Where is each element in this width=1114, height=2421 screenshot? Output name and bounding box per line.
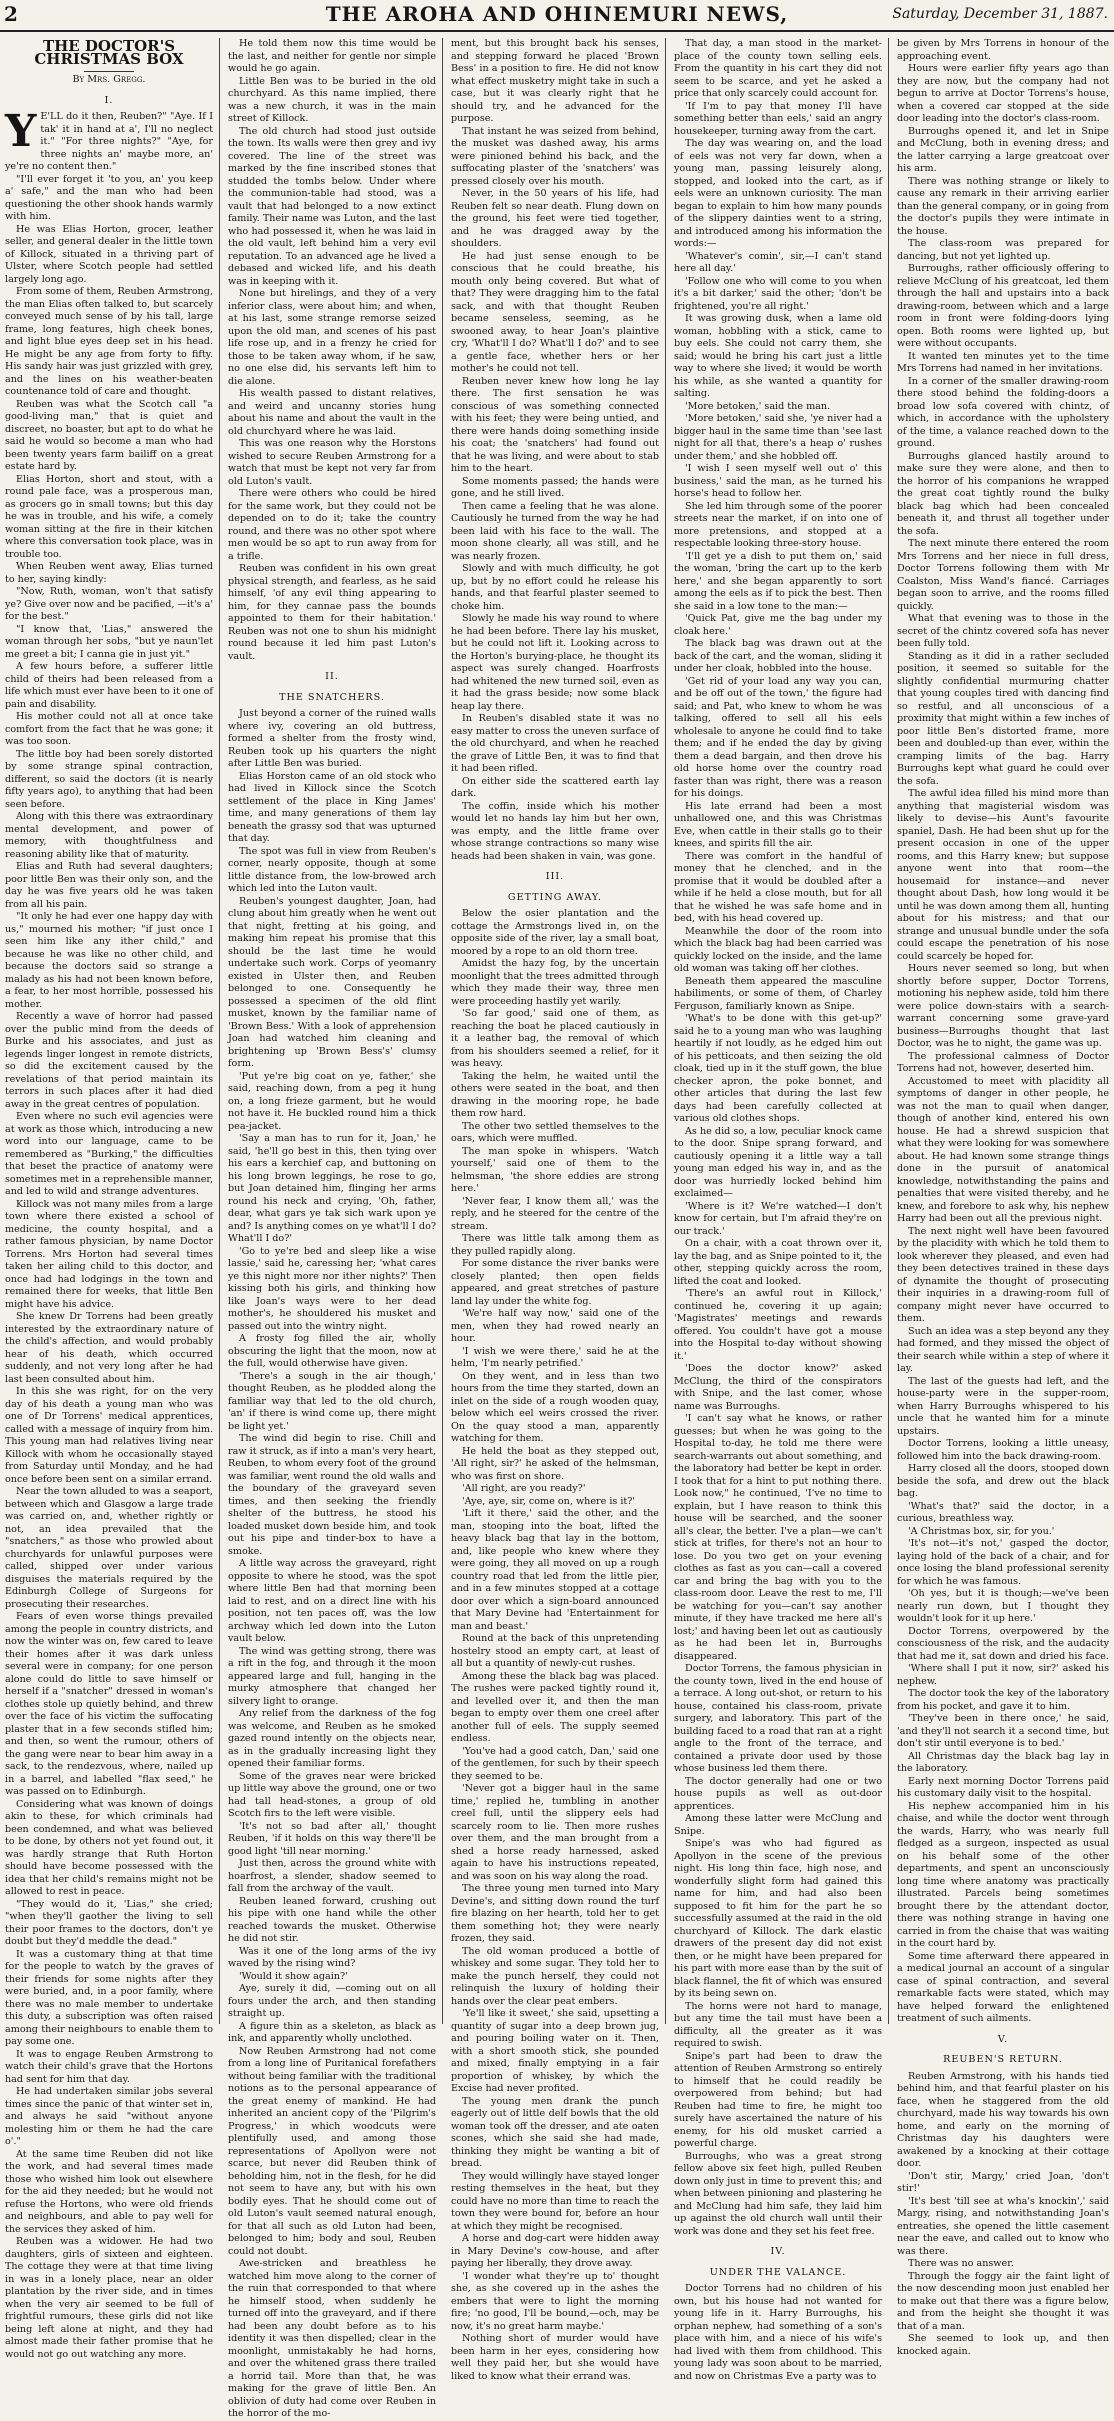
paragraph: 'I can't say what he knows, or rather guesses; but when he was going to the Hospital to-day, he told me there were search-warrants out about something, and the laboratory had better be kept in order. I took that for a hint to put nothing there. Look now," he continued, 'I've no time to explain, but I have reason to think this house will be searched, and the sooner all's clear, the better. I've a plan—we can't stick at trifles, for there's not an hour to lose. Do you two get on your evening clothes as fast as you can—call a covered car and bring the bag with you to the class-room door. Leave the rest to me, I'll be watching for you—can't say another minute, if they have tracked me here all's lost;' and having been let out as cautiously as he had been let in, Burroughs disappeared. bbox=[674, 1413, 882, 1662]
paragraph: The wind did begin to rise. Chill and raw it struck, as if into a man's very heart, Reuben, to whom every foot of the ground was familiar, went round the old walls and the boundary of the graveyard seven times, and then seeking the friendly shelter of the buttress, he stood his loaded musket down beside him, and took out his pipe and tinder-box to have a smoke. bbox=[228, 1433, 436, 1557]
paragraph: 'If I'm to pay that money I'll have something better than eels,' said an angry housekeeper, turning away from the cart. bbox=[674, 100, 882, 137]
paragraph: Among these latter were McClung and Snipe. bbox=[674, 1813, 882, 1837]
paragraph: Just beyond a corner of the ruined walls where ivy, covering an old buttress, formed a shelter from the frosty wind, Reuben took up his quarters the night after Little Ben was buried. bbox=[228, 708, 436, 769]
paragraph: She seemed to look up, and then knocked again. bbox=[897, 2333, 1109, 2357]
paragraph: "Now, Ruth, woman, won't that satisfy ye? Give over now and be pacified, —it's a' for the best." bbox=[5, 586, 213, 622]
paragraph: From some of them, Reuben Armstrong, the man Elias often talked to, but scarcely conveyed much sense of by his tall, large frame, long features, high cheek bones, and light blue eyes deep set in his head. He might be any age from forty to fifty. His sandy hair was just grizzled with grey, and the lines on his weather-beaten countenance told of care and thought. bbox=[5, 286, 213, 397]
paragraph: At the same time Reuben did not like the work, and had several times made those who wished him look out elsewhere for the aid they needed; but he would not refuse the Hortons, who were old friends and neighbours, and able to pay well for the services they asked of him. bbox=[5, 2148, 213, 2235]
paragraph: The professional calmness of Doctor Torrens had not, however, deserted him. bbox=[897, 1050, 1109, 1074]
paragraph: That instant he was seized from behind, the musket was dashed away, his arms were pinioned behind his back, and the suffocating plaster of the 'snatchers' was pressed closely over his mouth. bbox=[451, 125, 659, 187]
paragraph: Burroughs, rather officiously offering to relieve McClung of his greatcoat, led them through the hall and upstairs into a back drawing-room, between which and a large room in front were folding-doors lying open. Both rooms were lighted up, but were without occupants. bbox=[897, 263, 1109, 349]
paragraph: Slowly and with much difficulty, he got up, but by no effort could he release his hands, and that fearful plaster seemed to choke him. bbox=[451, 563, 659, 612]
paragraph: She knew Dr Torrens had been greatly interested by the extraordinary nature of the child's affection, and would probably hear of his death, which occurred suddenly, and not very long after he had last been consulted about him. bbox=[5, 1311, 213, 1385]
paragraph: 'Never got a bigger haul in the same time,' replied he, tumbling in another creel full, until the slippery eels had scarcely room to lie. Then more rushes over them, and the man brought from a shed a horse ready harnessed, asked again to have his instructions repeated, and was soon on his way along the road. bbox=[451, 1783, 659, 1882]
paragraph: 'Go to ye're bed and sleep like a wise lassie,' said he, caressing her; 'what cares ye this night more nor ither nights?' Then kissing both his girls, and thinking how like Joan's ways were to her dead mother's, he shouldered his musket and passed out into the wintry night. bbox=[228, 1245, 436, 1332]
paragraph: 'Aye, aye, sir, come on, where is it?' bbox=[462, 1495, 636, 1507]
paragraph: The wind was getting strong, there was a rift in the fog, and through it the moon appeared large and full, hanging in the murky atmosphere that changed her silvery light to orange. bbox=[228, 1645, 436, 1707]
paragraph: He held the boat as they stepped out, 'All right, sir?' he asked of the helmsman, who was first on shore. bbox=[451, 1445, 659, 1482]
column-rule bbox=[219, 38, 220, 2024]
paragraph: The last of the guests had left, and the house-party were in the supper-room, when Harry Burroughs whispered to his uncle that he wanted him for a minute upstairs. bbox=[897, 1375, 1109, 1437]
paragraph: In this she was right, for on the very day of his death a young man who was one of Dr Torrens' medical apprentices, called with a message of inquiry from him. This young man had relatives living near Killock with whom he occasionally stayed from Saturday until Monday, and he had once before been sent on a similar errand. bbox=[5, 1386, 213, 1485]
paragraph: The doctor generally had one or two house pupils as well as out-door apprentices. bbox=[674, 1775, 882, 1812]
paragraph: The coffin, inside which his mother would let no hands lay him but her own, was empty, and the little frame over whose strange contractions so many wise heads had been shaken in vain, was gone. bbox=[451, 800, 659, 862]
paragraph: Beneath them appeared the masculine habiliments, or some of them, of Charley Ferguson, familiarly known as Snipe. bbox=[674, 975, 882, 1012]
paragraph: Reuben was confident in his own great physical strength, and fearless, as he said himself, 'of any evil thing appearing to him, for they cannae pass the bounds appointed to them for their habitation.' Reuben was not one to shun his midnight round because it led him past Luton's vault. bbox=[228, 563, 436, 662]
paragraph: 'Ye'll like it sweet,' she said, upsetting a quantity of sugar into a deep brown jug, and pouring boiling water on it. Then, with a short smooth stick, she pounded and mixed, finally emptying in a fair proportion of whiskey, by which the Excise had never profited. bbox=[451, 2008, 659, 2094]
paragraph: 'What's to be done with this get-up?' said he to a young man who was laughing heartily if not loudly, as he edged him out of his petticoats, and then seizing the old cloak, tied up in it the stuff gown, the blue checker apron, the poke bonnet, and other articles that during the last few days had been carefully collected at various old clothes shops. bbox=[674, 1013, 882, 1124]
paragraph: be given by Mrs Torrens in honour of the approaching event. bbox=[897, 38, 1109, 62]
paragraph: A little way across the graveyard, right opposite to where he stood, was the spot where little Ben had that morning been laid to rest, and on a direct line with his position, not ten paces off, was the low archway which led down into the Luton vault below. bbox=[228, 1558, 436, 1644]
paragraph: Just then, across the ground white with hoarfrost, a slender, shadow seemed to fall from the archway of the vault. bbox=[228, 1858, 436, 1894]
paragraph: When Reuben went away, Elias turned to her, saying kindly: bbox=[5, 561, 213, 585]
paragraph: The next minute there entered the room Mrs Torrens and her niece in full dress, Doctor Torrens following them with Mr Coalston, Miss Wand's fiancé. Carriages began soon to arrive, and the rooms filled quickly. bbox=[897, 538, 1109, 612]
paragraph: As he did so, a low, peculiar knock came to the door. Snipe sprang forward, and cautiously opening it a little way a tall young man edged his way in, and as the door was hurriedly locked behind him exclaimed— bbox=[674, 1125, 882, 1199]
paragraph: 'What's that?' said the doctor, in a curious, breathless way. bbox=[897, 1500, 1109, 1524]
paragraph: His wealth passed to distant relatives, and weird and uncanny stories hung about his name and about the vault in the old churchyard where he was laid. bbox=[228, 388, 436, 437]
paragraph: "It only he had ever one happy day with us," mourned his mother; "if just once I seen him like any ither child," and because he was like no other child, and because the doctors said so strange a malady as his had not been known before, a fear, to her most horrible, possessed his mother. bbox=[5, 911, 213, 1010]
paragraph: Snipe's part had been to draw the attention of Reuben Armstrong so entirely to himself that he could readily be overpowered from behind; but had Reuben had time to fire, he might too surely have ascertained the nature of his enemy, for his old musket carried a powerful charge. bbox=[674, 2050, 882, 2149]
paragraph: Burroughs opened it, and let in Snipe and McClung, both in evening dress; and the latter carrying a large greatcoat over his arm. bbox=[897, 125, 1109, 174]
paragraph: The old woman produced a bottle of whiskey and some sugar. They told her to make the punch herself, they could not relinquish the luxury of holding their hands over the clear peat embers. bbox=[451, 1945, 659, 2007]
paragraph: 'I wish we were there,' said he at the helm, 'I'm nearly petrified.' bbox=[451, 1345, 659, 1369]
column-2 bbox=[228, 38, 436, 2419]
column-rule bbox=[888, 38, 889, 2024]
paragraph: 'Never fear, I know them all,' was the reply, and he steered for the centre of the stream. bbox=[451, 1195, 659, 1232]
paragraph: A few hours before, a sufferer little child of theirs had been released from a life which must ever have been to it one of pain and disability. bbox=[5, 661, 213, 710]
paragraph: ment, but this brought back his senses, and stepping forward he placed 'Brown Bess' in a position to fire. He did not know what effect musketry might take in such a case, but it was clearly right that he should try, and he advanced for the purpose. bbox=[451, 38, 659, 124]
paragraph: The man spoke in whispers. 'Watch yourself,' said one of them to the helmsman, 'the shore eddies are strong here.' bbox=[451, 1145, 659, 1194]
column-1 bbox=[5, 37, 213, 2360]
article-title: THE DOCTOR'S CHRISTMAS BOX bbox=[34, 37, 184, 68]
paragraph: The next night well have been favoured by the placidity with which he told them to look wherever they pleased, and even had they been detectives trained in these days of dynamite the thought of prosecuting their inquiries in a drawing-room full of company might never have occurred to them. bbox=[897, 1225, 1109, 1324]
paragraph: Now Reuben Armstrong had not come from a long line of Puritanical forefathers without being familiar with the traditional notions as to the personal appearance of the great enemy of mankind. He had inherited an ancient copy of the 'Pilgrim's Progress,' in which woodcuts were plentifully used, and among those representations of Apollyon were not scarce, but never did Reuben think of beholding him, not in the flesh, for he did not seem to have any, but with his own bodily eyes. That he should come out of old Luton's vault seemed natural enough, for that all such as old Luton had been, belonged to him; body and soul, Reuben could not doubt. bbox=[228, 2045, 436, 2257]
paragraph: It was growing dusk, when a lame old woman, hobbling with a stick, came to buy eels. She could not carry them, she said; would he bring his cart just a little way to where she lived; it would be worth his while, as she wanted a quantity for salting. bbox=[674, 313, 882, 399]
newspaper-title: THE AROHA AND OHINEMURI NEWS, bbox=[325, 2, 789, 26]
paragraph: Reuben Armstrong, with his hands tied behind him, and that fearful plaster on his face, when he staggered from the old churchyard, made his way towards his own home, and early on the morning of Christmas day his daughters were awakened by a knocking at their cottage door. bbox=[897, 2070, 1109, 2169]
paragraph: 'Would it show again?' bbox=[239, 1970, 348, 1982]
paragraph: The day was wearing on, and the load of eels was not very far down, when a young man, passing leisurely along, stopped, and looked into the cart, as if eels were an unknown curiosity. The man began to explain to him how many pounds of the slippery dainties went to a string, and introduced among his information the words:— bbox=[674, 138, 882, 249]
paragraph: 'Where is it? We're watched—I don't know for certain, but I'm afraid they're on our track.' bbox=[674, 1200, 882, 1237]
paragraph: 'Put ye're big coat on ye, father,' she said, reaching down, from a peg it hung on, a long frieze garment, but he would not have it. He buckled round him a thick pea-jacket. bbox=[228, 1070, 436, 1132]
paragraph: Reuben was a widower. He had two daughters, girls of sixteen and eighteen. The cottage they were at that time living in was in a lonely place, near an older plantation by the river side, and in times when the very air seemed to be full of frightful rumours, these girls did not like being left alone at night, and they had almost made their father promise that he would not go out watching any more. bbox=[5, 2236, 213, 2360]
paragraph: Little Ben was to be buried in the old churchyard. As this name implied, there was a new church, it was in the main street of Killock. bbox=[228, 75, 436, 124]
column-5 bbox=[897, 38, 1109, 2357]
paragraph: There were others who could be hired for the same work, but they could not be depended on to do it; take the country round, and there was no other spot where men would be so apt to run away from for a trifle. bbox=[228, 488, 436, 562]
column-4 bbox=[674, 38, 882, 2382]
paragraph: 'You've had a good catch, Dan,' said one of the gentlemen, for such by their speech they seemed to be. bbox=[451, 1745, 659, 1782]
issue-date: Saturday, December 31, 1887. bbox=[892, 6, 1108, 22]
paragraph: 'They've been in there once,' he said, 'and they'll not search it a second time, but don't stir until everyone is to bed.' bbox=[897, 1713, 1109, 1749]
paragraph: Doctor Torrens, overpowered by the consciousness of the risk, and the audacity that had me it, sat down and dried his face. bbox=[897, 1625, 1109, 1662]
paragraph: There was no answer. bbox=[908, 2258, 1014, 2269]
section-heading: IV. bbox=[770, 2246, 786, 2257]
section-heading: III. bbox=[545, 871, 565, 882]
paragraph: The three young men turned into Mary Devine's, and sitting down round the turf fire blazing on her hearth, told her to get them something hot; they were nearly frozen, they said. bbox=[451, 1883, 659, 1944]
paragraph: Reuben was what the Scotch call "a good-living man," that is quiet and discreet, no boaster, but apt to do what he said he would so become a man who had been twenty years farm bailiff on a great estate hard by. bbox=[5, 398, 213, 472]
paragraph: That day, a man stood in the market-place of the county town selling eels. From the quantity in his cart they did not seem to be scarce, and yet he asked a price that only scarcely could account for. bbox=[674, 38, 882, 99]
paragraph: Doctor Torrens had no children of his own, but his house had not wanted for young life in it. Harry Burroughs, his orphan nephew, had something of a son's place with him, and a niece of his wife's had lived with them from childhood. This young lady was soon about to be married, and now on Christmas Eve a party was to bbox=[674, 2283, 882, 2382]
paragraph: Accustomed to meet with placidity all symptoms of danger in other people, he was not the man to quail when danger, though of another kind, entered his own house. He had a shrewd suspicion that what they were looking for was somewhere about. He had known some strange things done in the pursuit of anatomical knowledge, notwithstanding the pains and penalties that were visited thereby, and he knew, and forebore to ask why, his nephew Harry had been out all the previous night. bbox=[897, 1075, 1109, 1224]
paragraph: What that evening was to those in the secret of the chintz covered sofa has never been fully told. bbox=[897, 613, 1109, 649]
paragraph: Never, in the 50 years of his life, had Reuben felt so near death. Flung down on the ground, his feet were tied together, and he was dragged away by the shoulders. bbox=[451, 188, 659, 249]
paragraph: The little boy had been sorely distorted by some strange spinal contraction, different, so said the doctors (it is nearly fifty years ago), to anything that had been seen before. bbox=[5, 748, 213, 810]
paragraph: There was nothing strange or likely to cause any remark in their arriving earlier than the general company, or in going from the doctor's pupils they were intimate in the house. bbox=[897, 175, 1109, 237]
paragraph: 'There's an awful rout in Killock,' continued he, covering it up again; 'Magistrates' meetings and rewards offered. You couldn't have got a mouse into the Hospital to-day without showing it.' bbox=[674, 1288, 882, 1362]
paragraph: Slowly he made his way round to where he had been before. There lay his musket, but he could not lift it. Looking across to the Horton's burying-place, he thought its aspect was surely changed. Hoarfrosts had whitened the new turned soil, even as it had the grass beside; now some black heap lay there. bbox=[451, 613, 659, 712]
paragraph: Was it one of the long arms of the ivy waved by the rising wind? bbox=[228, 1945, 436, 1969]
paragraph: 'I wonder what they're up to' thought she, as she covered up in the ashes the embers that were to light the morning fire; 'no good, I'll be bound,—och, may be now, it's no great harm maybe.' bbox=[451, 2270, 659, 2332]
paragraph: 'There's a sough in the air though,' thought Reuben, as he plodded along the familiar way that led to the old church, 'an' if there is wind come up, there might be light yet.' bbox=[228, 1370, 436, 1432]
paragraph: 'I wish I seen myself well out o' this business,' said the man, as he turned his horse's head to follow her. bbox=[674, 463, 882, 499]
paragraph: Round at the back of this unpretending hostelry stood an empty cart, at least of all but a quantity of newly-cut rushes. bbox=[451, 1633, 659, 1669]
paragraph: Taking the helm, he waited until the others were seated in the boat, and then drawing in the mooring rope, he bade them row hard. bbox=[451, 1070, 659, 1119]
paragraph: The black bag was drawn out at the back of the cart, and the woman, sliding it under her cloak, hobbled into the house. bbox=[674, 638, 882, 674]
paragraph: Meanwhile the door of the room into which the black bag had been carried was quickly locked on the inside, and the lame old woman was taking off her clothes. bbox=[674, 925, 882, 974]
paragraph: Recently a wave of horror had passed over the public mind from the deeds of Burke and his associates, and just as legends linger longest in remote districts, so did the excitement caused by the revelations of that period maintain its terrors in such places after it had died away in the great centres of population. bbox=[5, 1011, 213, 1110]
paragraph: 'Quick Pat, give me the bag under my cloak here.' bbox=[674, 613, 882, 637]
section-heading: V. bbox=[997, 2033, 1009, 2045]
paragraph: He had undertaken similar jobs several times since the panic of that winter set in, and always he said "without anyone molesting him or them he had the care o'." bbox=[5, 2086, 213, 2147]
title-rule bbox=[84, 71, 134, 72]
column-3 bbox=[451, 38, 659, 2382]
paragraph: The awful idea filled his mind more than anything that magisterial wisdom was likely to devise—his Aunt's favourite spaniel, Dash. He had been shut up for the present occasion in one of the upper rooms, and this Harry knew; but suppose anyone went into that room—the housemaid for instance—and never thought about Dash, how long would it be until he was down among them all, hunting about for his mistress; and that our strange and unusual bundle under the sofa could escape the penetration of his nose could scarcely be hoped for. bbox=[897, 788, 1109, 962]
paragraph: Below the osier plantation and the cottage the Armstrongs lived in, on the opposite side of the river, lay a small boat, moored by a rope to an old thorn tree. bbox=[451, 908, 659, 957]
paragraph: Hours were earlier fifty years ago than they are now, but the company had not begun to arrive at Doctor Torrens's house, when a covered car stopped at the side door leading into the doctor's class-room. bbox=[897, 63, 1109, 124]
paragraph: 'It's best 'till see at wha's knockin',' said Margy, rising, and notwithstanding Joan's entreaties, she opened the little casement near the eave, and called out to know who was there. bbox=[897, 2195, 1109, 2257]
paragraph: 'It's not so bad after all,' thought Reuben, 'if it holds on this way there'll be good light 'till near morning.' bbox=[228, 1820, 436, 1857]
paragraph: They would willingly have stayed longer resting themselves in the heat, but they could have no more than time to reach the town they were bound for, before an hour at which they might be recognised. bbox=[451, 2170, 659, 2232]
paragraph: Aye, surely it did, —coming out on all fours under the arch, and then standing straight up. bbox=[228, 1983, 436, 2019]
paragraph: 'Say a man has to run for it, Joan,' he said, 'he'll go best in this, then tying over his ears a kerchief cap, and buttoning on his long brown leggings, he rose to go, but Joan detained him, flinging her arms round his neck and crying, 'Oh, father, dear, what gars ye tak sich wark upon ye and? Is anything comes on ye what'll I do? What'll I do?' bbox=[228, 1133, 436, 1244]
paragraph: 'Don't stir, Margy,' cried Joan, 'don't stir!' bbox=[897, 2170, 1109, 2194]
column-rule bbox=[665, 38, 666, 2024]
section-heading: I. bbox=[104, 94, 114, 106]
drop-cap: Y bbox=[5, 106, 37, 157]
paragraph: It was to engage Reuben Armstrong to watch their child's grave that the Hortons had sent for him that day. bbox=[5, 2048, 213, 2085]
section-heading: II. bbox=[325, 671, 339, 682]
paragraph: 'Lift it there,' said the other, and the man, stooping into the boat, lifted the heavy black bag that lay in the bottom, and, like people who knew where they were going, they all moved on up a rough country road that led from the little pier, and in a few minutes stopped at a cottage door over which a sign-board announced that Mary Devine had 'Entertainment for man and beast.' bbox=[451, 1508, 659, 1632]
paragraph: None but hirelings, and they of a very inferior class, were about him; and when, at his last, some strange remorse seized upon the old man, and scenes of his past life rose up, and in a frenzy he cried for those to be taken away whom, if he saw, no one else did, his servants left him to die alone. bbox=[228, 288, 436, 387]
paragraph: 'We're half way now,' said one of the men, when they had rowed nearly an hour. bbox=[451, 1308, 659, 1344]
section-title: THE SNATCHERS. bbox=[279, 691, 385, 703]
paragraph: Such an idea was a step beyond any they had formed, and they missed the object of their search while within a step of where it lay. bbox=[897, 1325, 1109, 1374]
paragraph: The doctor took the key of the laboratory from his pocket, and gave it to him. bbox=[897, 1688, 1109, 1712]
paragraph: He was Elias Horton, grocer, leather seller, and general dealer in the little town of Killock, situated in a thriving part of Ulster, where Scotch people had settled largely long ago. bbox=[5, 223, 213, 285]
paragraph: For some distance the river banks were closely planted; then open fields appeared, and great stretches of pasture land lay under the white fog. bbox=[451, 1258, 659, 1307]
paragraph: "I know that, 'Lias," answered the woman through her sobs, "but ye naun'let me greet a bit; I canna gie in just yit." bbox=[5, 623, 213, 660]
paragraph: 'So far good,' said one of them, as reaching the boat he placed cautiously in it a leather bag, the removal of which from his shoulders seemed a relief, for it was heavy. bbox=[451, 1008, 659, 1069]
paragraph: His nephew accompanied him in his chaise, and while the doctor went through the wards, Harry, who was nearly full fledged as a surgeon, inspected as usual on his behalf some of the other departments, and spent an unconsciously long time where anatomy was practically illustrated. Parcels being sometimes brought there by the attendant doctor, there was nothing strange in having one carried in from the chaise that was waiting in the court hard by. bbox=[897, 1800, 1109, 1949]
paragraph: On they went, and in less than two hours from the time they started, down an inlet on the side of a rough wooden quay, below which eel weirs crossed the river. On the quay stood a man, apparently watching for them. bbox=[451, 1370, 659, 1444]
paragraph: A horse and dog-cart were hidden away in Mary Devine's cow-house, and after paying her liberally, they drove away. bbox=[451, 2233, 659, 2269]
paragraph: In a corner of the smaller drawing-room there stood behind the folding-doors a broad low sofa covered with chintz, of which, in accordance with the upholstery of the time, a valance reached down to the ground. bbox=[897, 375, 1109, 449]
paragraph: Considering what was known of doings akin to these, for which criminals had been condemned, and what was believed to be done, by others not yet found out, it was hardly strange that Ruth Horton should have become possessed with the idea that her child's remains might not be allowed to rest in peace. bbox=[5, 1798, 213, 1897]
paragraph: A figure thin as a skeleton, as black as ink, and apparently wholly unclothed. bbox=[228, 2020, 436, 2044]
paragraph: There was little talk among them as they pulled rapidly along. bbox=[451, 1233, 659, 1257]
paragraph: Killock was not many miles from a large town where there existed a school of medicine, the county hospital, and a rather famous physician, by name Doctor Torrens. Mrs Horton had several times taken her ailing child to this doctor, and once had had lodgings in the town and remained there for weeks, that little Ben might have his advice. bbox=[5, 1198, 213, 1310]
paragraph: 'Get rid of your load any way you can, and be off out of the town,' the figure had said; and Pat, who knew to whom he was talking, offered to sell all his eels wholesale to anyone he could find to take them; and if he ended the day by giving them a dead bargain, and then drove his old horse home over the country road faster than was right, there was a reason for his doings. bbox=[674, 675, 882, 799]
paragraph: Harry closed all the doors, stooped down beside the sofa, and drew out the black bag. bbox=[897, 1463, 1109, 1499]
paragraph: Then came a feeling that he was alone. Cautiously he turned from the way he had been laid with his face to the wall. The moon shone clearly, all was still, and he was nearly frozen. bbox=[451, 500, 659, 562]
paragraph: Awe-stricken and breathless he watched him move along to the corner of the ruin that corresponded to that where he himself stood, when suddenly he turned off into the graveyard, and if there had been any doubt before as to his identity it was then dispelled; clear in the moonlight, unmistakably he had horns, and over the whitened grass there trailed a horrid tail. More than that, he was making for the grave of little Ben. An oblivion of duty had come over Reuben in the horror of the mo- bbox=[228, 2258, 436, 2419]
paragraph: The old church had stood just outside the town. Its walls were then grey and ivy covered. The line of the street was marked by the fine inscribed stones that studded the tombs below. Under where the communion-table had stood, was a vault that had belonged to a now extinct family. Their name was Luton, and the last who had possessed it, when he was laid in the old vault, left behind him a very evil reputation. To an advanced age he lived a debased and wicked life, and his death was in keeping with it. bbox=[228, 125, 436, 287]
paragraph: Burroughs glanced hastily around to make sure they were alone, and then to the horror of his companions he wrapped the great coat tightly round the bulky black bag which had been concealed beneath it, and thrust all together under the sofa. bbox=[897, 450, 1109, 537]
paragraph: She led him through some of the poorer streets near the market, if on into one of more pretensions, and stopped at a respectable looking three-story house. bbox=[674, 500, 882, 549]
paragraph: 'Oh yes, but it is though;—we've been nearly run down, but I thought they wouldn't look for it up here.' bbox=[897, 1588, 1109, 1624]
paragraph: Elias Horston came of an old stock who had lived in Killock since the Scotch settlement of the place in King James' time, and many generations of them lay beneath the grassy sod that was upturned that day. bbox=[228, 770, 436, 844]
paragraph: Fears of even worse things prevailed among the people in country districts, and now the winter was on, few cared to leave their homes after it was dark unless several were in company; for one person alone could do little to save himself or herself if a "snatcher" dressed in woman's clothes stole up quietly behind, and threw over the face of his victim the suffocating plaster that in a few seconds stifled him; and then, so went the rumour, others of the gang were near to bear him away in a sack, to the rendezvous, where, nailed up in a barrel, and labelled "flax seed," he was passed on to Edinburgh. bbox=[5, 1611, 213, 1797]
paragraph: His late errand had been a most unhallowed one, and this was Christmas Eve, when cattle in their stalls go to their knees, and spirits fill the air. bbox=[674, 800, 882, 849]
paragraph: "I'll ever forget it 'to you, an' you keep a' safe," and the man who had been questioning the other shook hands warmly with him. bbox=[5, 173, 213, 222]
paragraph: 'Follow one who will come to you when it's a bit darker,' said the other; 'don't be frightened, you're all right.' bbox=[674, 275, 882, 312]
paragraph: Hours never seemed so long, but when shortly before supper, Doctor Torrens, motioning his nephew aside, told him there were police down-stairs with a search-warrant concerning some grave-yard business—Burroughs thought that last Doctor, was he to night, the game was up. bbox=[897, 963, 1109, 1049]
paragraph: Some moments passed; the hands were gone, and he still lived. bbox=[451, 475, 659, 499]
paragraph: A frosty fog filled the air, wholly obscuring the light that the moon, now at the full, would otherwise have given. bbox=[228, 1333, 436, 1369]
paragraph: The horns were not hard to manage, but any time the tail must have been a difficulty, all the greater as it was required to swish. bbox=[674, 2000, 882, 2049]
paragraph: This was one reason why the Horstons wished to secure Reuben Armstrong for a watch that must be kept not very far from old Luton's vault. bbox=[228, 438, 436, 487]
paragraph: Along with this there was extraordinary mental development, and power of memory, with thoughtfulness and reasoning ability like that of maturity. bbox=[5, 811, 213, 860]
paragraph: Some time afterward there appeared in a medical journal an account of a singular case of spinal contraction, and several remarkable facts were stated, which may have helped forward the enlightened treatment of such ailments. bbox=[897, 1950, 1109, 2024]
paragraph: Snipe's was who had figured as Apollyon in the scene of the previous night. His long thin face, high nose, and wonderfully slight form had gained this name for him, and had also been supposed to fit him for the part he so successfully assumed at the raid in the old churchyard of Killock. The dark elastic drawers of the present day did not exist then, or he might have been prepared for his part with more ease than by the suit of black flannel, the fit of which was ensured by its being sewn on. bbox=[674, 1838, 882, 1999]
paragraph: Reuben never knew how long he lay there. The first sensation he was conscious of was something connected with his feet; they were being untied, and there were hands doing something inside his coat; the 'snatchers' had found out that he was living, and were about to stab him to the heart. bbox=[451, 375, 659, 474]
paragraph: Y E'LL do it then, Reuben?" "Aye. If I tak' it in hand at a', I'll no neglect it." "For three nights?" "Aye, for three nights an' maybe more, an' ye're no content then." bbox=[5, 106, 213, 172]
column-rule bbox=[442, 38, 443, 2024]
paragraph: It was a customary thing at that time for the people to watch by the graves of their friends for some nights after they were buried, and, in a poor family, where there was no male member to undertake this duty, a subscription was often raised among their neighbours to enable them to pay some one. bbox=[5, 1948, 213, 2047]
paragraph: Any relief from the darkness of the fog was welcome, and Reuben as he smoked gazed round intently on the objects near, as in the gradually increasing light they opened their familiar forms. bbox=[228, 1708, 436, 1769]
paragraph: The young men drank the punch eagerly out of little delf bowls that the old woman took off the dresser, and ate oaten scones, which she said she had made, thinking they might be wanting a bit of bread. bbox=[451, 2095, 659, 2169]
paragraph: Reuben leaned forward, crushing out his pipe with one hand while the other reached towards the musket. Otherwise he did not stir. bbox=[228, 1895, 436, 1944]
paragraph: The spot was full in view from Reuben's corner, nearly opposite, though at some little distance from, the low-browed arch which led into the Luton vault. bbox=[228, 845, 436, 894]
paragraph: There was comfort in the handful of money that he clenched, and in the promise that it would be doubled after a while if he held a close mouth, but for all that he wished he was safe home and in bed, with his head covered up. bbox=[674, 850, 882, 924]
paragraph: He had just sense enough to be conscious that he could breathe, his mouth only being covered. But what of that? They were dragging him to the fatal sack, and with that thought Reuben became senseless, seeming, as he swooned away, to hear Joan's plaintive cry, 'What'll I do? What'll I do?' and to see a gentle face, whether hers or her mother's he could not tell. bbox=[451, 250, 659, 374]
paragraph: 'Where shall I put it now, sir?' asked his nephew. bbox=[897, 1663, 1109, 1687]
paragraph: On a chair, with a coat thrown over it, lay the bag, and as Snipe pointed to it, the other, stepping quickly across the room, lifted the coat and looked. bbox=[674, 1238, 882, 1287]
masthead bbox=[0, 0, 1114, 32]
paragraph: Doctor Torrens, the famous physician in the county town, lived in the end house of a terrace. A long out-shot, or return to his house, contained his class-room, private surgery, and laboratory. This part of the building faced to a road that ran at a right angle to the front of the terrace, and contained a private door used by those whose business led them there. bbox=[674, 1663, 882, 1774]
paragraph: "They would do it, 'Lias," she cried; "when they'll gaother the living to sell their poor frames to the doctors, don't ye doubt but they'd meddle the dead." bbox=[5, 1898, 213, 1947]
paragraph: Amidst the hazy fog, by the uncertain moonlight that the trees admitted through which they made their way, three men were proceeding hastily yet warily. bbox=[451, 958, 659, 1007]
paragraph: Nothing short of murder would have been harm in her eyes, considering how well they paid her, but she would have liked to know what their errand was. bbox=[451, 2333, 659, 2382]
byline: By Mrs. Gregg. bbox=[72, 74, 146, 85]
paragraph: 'I'll get ye a dish to put them on,' said the woman, 'bring the cart up to the kerb here,' and she began apparently to sort among the eels as if to pick the best. Then she said in a low tone to the man:— bbox=[674, 550, 882, 612]
section-title: UNDER THE VALANCE. bbox=[709, 2266, 847, 2278]
paragraph: 'A Christmas box, sir, for you.' bbox=[908, 1525, 1055, 1537]
paragraph: His mother could not all at once take comfort from the fact that he was gone; it was too soon. bbox=[5, 711, 213, 747]
paragraph: It wanted ten minutes yet to the time Mrs Torrens had named in her invitations. bbox=[897, 350, 1109, 374]
page-number: 2 bbox=[4, 2, 18, 26]
paragraph: 'Whatever's comin', sir,—I can't stand here all day.' bbox=[674, 250, 882, 274]
paragraph: The other two settled themselves to the oars, which were muffled. bbox=[451, 1120, 659, 1144]
paragraph: All Christmas day the black bag lay in the laboratory. bbox=[897, 1750, 1109, 1774]
paragraph: Some of the graves near were bricked up little way above the ground, one or two had tall head-stones, a group of old Scotch firs to the left were visible. bbox=[228, 1770, 436, 1819]
section-title: GETTING AWAY. bbox=[507, 891, 603, 903]
paragraph: On either side the scattered earth lay dark. bbox=[451, 775, 659, 799]
paragraph: Among these the black bag was placed. The rushes were packed tightly round it, and levelled over it, and then the man began to empty over them one creel after another full of eels. The supply seemed endless. bbox=[451, 1670, 659, 1744]
paragraph: Reuben's youngest daughter, Joan, had clung about him greatly when he went out that night, fretting at his going, and making him repeat his promise that this should be the last time he would undertake such work. Corps of yeomanry existed in Ulster then, and Reuben belonged to one. Consequently he possessed a specimen of the old flint musket, known by the familiar name of 'Brown Bess.' With a look of apprehension Joan had watched him cleaning and brightening up 'Brown Bess's' clumsy form. bbox=[228, 895, 436, 1069]
paragraph: In Reuben's disabled state it was no easy matter to cross the uneven surface of the old churchyard, and when he reached the grave of Little Ben, it was to find that it had been rifled. bbox=[451, 713, 659, 774]
paragraph: Burroughs, who was a great strong fellow above six feet high, pulled Reuben down only just in time to prevent this; and when between pinioning and plastering he and McClung had him safe, they laid him up against the old church wall until their work was done and they set his feet free. bbox=[674, 2150, 882, 2237]
paragraph: He told them now this time would be the last, and neither for gentle nor simple would he go again. bbox=[228, 38, 436, 74]
section-title: REUBEN'S RETURN. bbox=[943, 2054, 1063, 2065]
paragraph: Early next morning Doctor Torrens paid his customary daily visit to the hospital. bbox=[897, 1775, 1109, 1799]
paragraph: 'All right, are you ready?' bbox=[462, 1483, 586, 1494]
paragraph: Even where no such evil agencies were at work as those which, introducing a new word into our language, came to be remembered as "Burking," the difficulties that beset the practice of anatomy were sometimes met in a reprehensible manner, and led to wild and strange adventures. bbox=[5, 1111, 213, 1197]
paragraph: 'More betoken,' said the man. bbox=[685, 400, 831, 412]
paragraph: Near the town alluded to was a seaport, between which and Glasgow a large trade was carried on, and, whether rightly or not, an idea prevailed that the "snatchers," as those who prowled about churchyards for unlawful purposes were called, shipped over under various disguises the materials required by the Edinburgh College of Surgeons for prosecuting their researches. bbox=[5, 1486, 213, 1610]
paragraph: 'Does the doctor know?' asked McClung, the third of the conspirators with Snipe, and the last comer, whose name was Burroughs. bbox=[674, 1363, 882, 1412]
paragraph: Standing as it did in a rather secluded position, it seemed so suitable for the slightly confidential murmuring chatter that young couples tired with dancing find so restful, and all unconscious of a proximity that might within a few inches of poor little Ben's distorted frame, more been and doubled-up than ever, within the cramping limits of the bag. Harry Burroughs kept what guard he could over the sofa. bbox=[897, 650, 1109, 787]
paragraph: 'More betoken,' said she, 'ye niver had a bigger haul in the same time than 'see last night for all that, there's a heap o' rushes under them,' and she hobbled off. bbox=[674, 413, 882, 462]
paragraph: 'It's not—it's not,' gasped the doctor, laying hold of the back of a chair, and for once losing the bland professional serenity for which he was famous. bbox=[897, 1538, 1109, 1587]
paragraph: Elias and Ruth had several daughters; poor little Ben was their only son, and the day he was five years old he was taken from all his pain. bbox=[5, 861, 213, 910]
paragraph: Through the foggy air the faint light of the now descending moon just enabled her to make out that there was a figure below, and from the height she thought it was that of a man. bbox=[897, 2270, 1109, 2332]
paragraph: Elias Horton, short and stout, with a round pale face, was a prosperous man, as grocers go in small towns; but this day he was in trouble, and his wife, a comely woman sitting at the fire in their kitchen where this conversation took place, was in trouble too. bbox=[5, 473, 213, 560]
paragraph: The class-room was prepared for dancing, but not yet lighted up. bbox=[897, 238, 1109, 262]
paragraph: Doctor Torrens, looking a little uneasy, followed him into the back drawing-room. bbox=[897, 1438, 1109, 1462]
